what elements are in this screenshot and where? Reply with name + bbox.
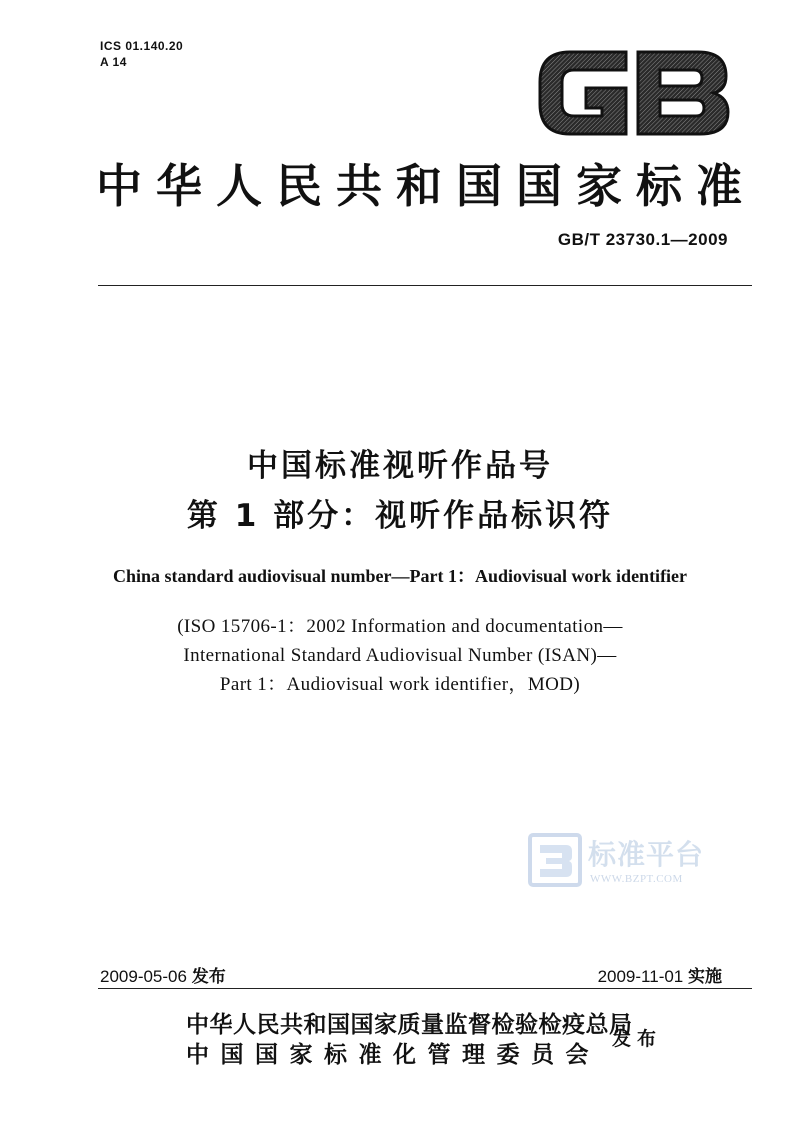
- gb-logo-text: GB: [530, 23, 554, 42]
- watermark-logo-icon: [528, 833, 582, 887]
- top-divider: [98, 285, 752, 286]
- issuing-authorities: [186, 1010, 633, 1070]
- chinese-title-line-2: 第 1 部分：视听作品标识符: [186, 498, 614, 534]
- ccs-code: A 14: [100, 55, 127, 69]
- issuer-sac: 中国国家标准化管理委员会: [186, 1042, 600, 1068]
- watermark-url: WWW.BZPT.COM: [590, 873, 683, 885]
- bottom-divider: [98, 988, 752, 989]
- ics-code: ICS 01.140.20: [100, 39, 184, 53]
- english-title: China standard audiovisual number—Part 1：Audiovisual work identifier: [112, 566, 688, 586]
- watermark: [528, 833, 738, 891]
- implementation-date-value: 2009-11-01: [597, 967, 684, 986]
- iso-reference: [0, 612, 800, 699]
- chinese-title-line-1: 中国标准视听作品号: [247, 448, 553, 484]
- implementation-date: [598, 962, 722, 987]
- iso-reference-line: Part 1：Audiovisual work identifier，MOD): [219, 674, 581, 695]
- issue-date-value: 2009-05-06: [100, 967, 187, 986]
- issue-date-label: 发布: [191, 967, 226, 987]
- issuer-aqsiq: 中华人民共和国国家质量监督检验检疫总局: [186, 1012, 633, 1038]
- issue-date: [100, 962, 226, 987]
- standard-number: GB/T 23730.1—2009: [557, 230, 728, 249]
- watermark-text: 标准平台: [588, 838, 705, 871]
- gb-logo: [530, 23, 736, 148]
- classification-codes: [100, 38, 183, 70]
- national-standard-title: 中华人民共和国国家标准: [96, 159, 756, 213]
- publish-label: 发布: [612, 1028, 663, 1050]
- iso-reference-line: International Standard Audiovisual Number (ISAN)—: [183, 645, 617, 666]
- implementation-date-label: 实施: [688, 967, 722, 987]
- iso-reference-line: (ISO 15706-1：2002 Information and documentation—: [177, 616, 623, 637]
